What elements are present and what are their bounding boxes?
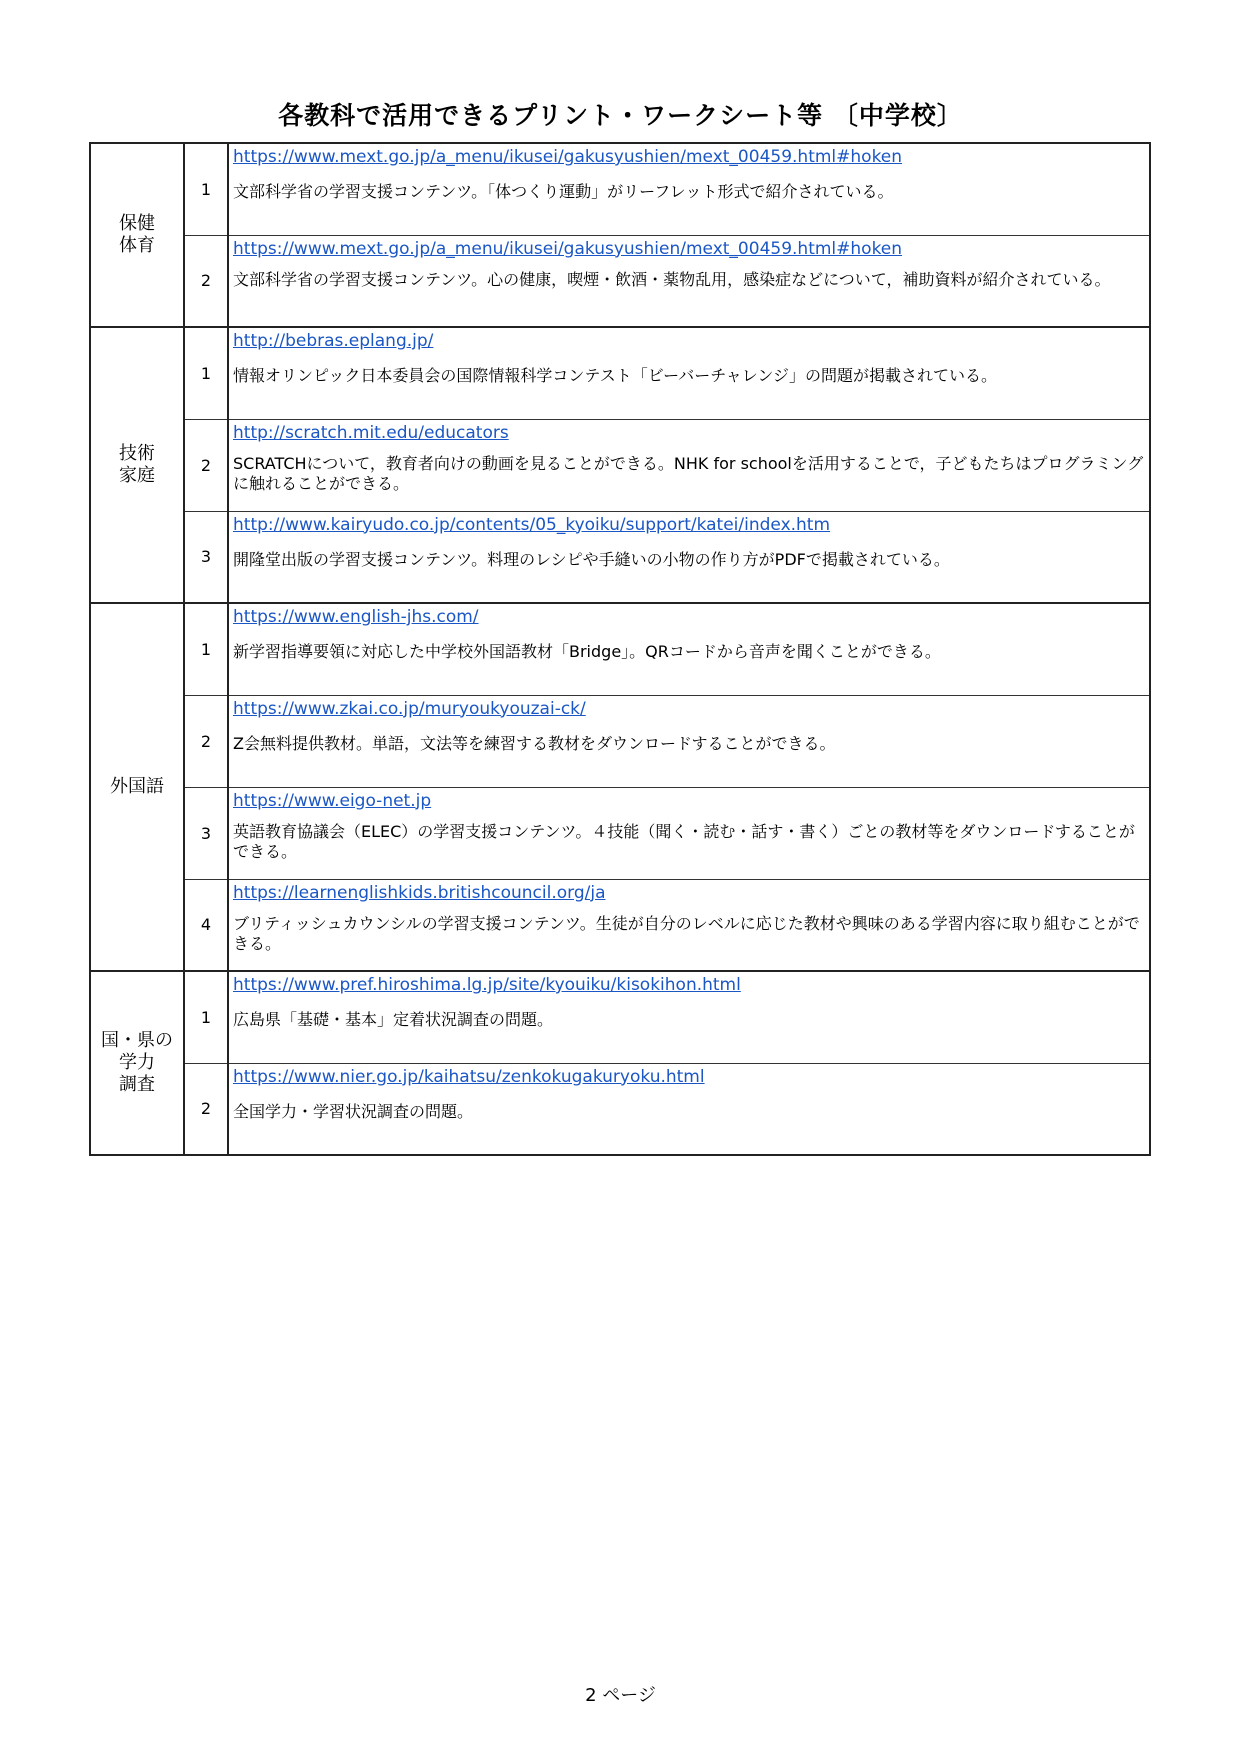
table-row	[90, 511, 1150, 603]
resource-description: 開隆堂出版の学習支援コンテンツ。料理のレシピや手縫いの小物の作り方がPDFで掲載されている。	[233, 549, 950, 569]
resource-content-cell	[228, 603, 1150, 695]
resource-link[interactable]: https://www.eigo-net.jp	[233, 790, 432, 811]
resource-content-cell	[228, 511, 1150, 603]
item-number: 2	[184, 235, 228, 327]
category-label: 国・県の 学力 調査	[101, 1030, 173, 1095]
table-row	[90, 695, 1150, 787]
table-row	[90, 419, 1150, 511]
table-row	[90, 787, 1150, 879]
table-row	[90, 143, 1150, 235]
resource-link[interactable]: https://www.nier.go.jp/kaihatsu/zenkokugakuryoku.html	[233, 1066, 705, 1087]
resource-description: 新学習指導要領に対応した中学校外国語教材「Bridge」。QRコードから音声を聞くことができる。	[233, 642, 941, 661]
resource-link[interactable]: https://www.english-jhs.com/	[233, 607, 479, 627]
category-cell-foreign-language	[90, 603, 184, 971]
category-cell-tech-home	[90, 327, 184, 603]
resource-content-cell	[228, 235, 1150, 327]
resource-content-cell	[228, 879, 1150, 971]
table-row	[90, 1063, 1150, 1155]
resource-content-cell	[228, 327, 1150, 419]
resource-link[interactable]: https://www.mext.go.jp/a_menu/ikusei/gakusyushien/mext_00459.html#hoken	[233, 238, 903, 259]
resource-description: 文部科学省の学習支援コンテンツ。「体つくり運動」がリーフレット形式で紹介されている。	[233, 182, 894, 201]
item-number: 2	[184, 695, 228, 787]
table-row	[90, 327, 1150, 419]
resource-content-cell	[228, 1063, 1150, 1155]
item-number: 1	[184, 143, 228, 235]
table-row	[90, 971, 1150, 1063]
resource-link[interactable]: http://scratch.mit.edu/educators	[233, 422, 509, 443]
item-number: 1	[184, 327, 228, 419]
resource-link[interactable]: https://learnenglishkids.britishcouncil.org/ja	[233, 882, 606, 903]
resource-table	[89, 142, 1151, 1156]
page-number: 2 ページ	[585, 1685, 656, 1706]
resource-description: SCRATCHについて，教育者向けの動画を見ることができる。NHK for schoolを活用することで，子どもたちはプログラミングに触れることができる。	[233, 453, 1144, 493]
resource-link[interactable]: http://bebras.eplang.jp/	[233, 331, 434, 351]
resource-content-cell	[228, 143, 1150, 235]
item-number: 2	[184, 1063, 228, 1155]
item-number: 4	[184, 879, 228, 971]
resource-description: 文部科学省の学習支援コンテンツ。心の健康，喫煙・飲酒・薬物乱用，感染症などについて，補助資料が紹介されている。	[233, 269, 1111, 289]
resource-link[interactable]: https://www.mext.go.jp/a_menu/ikusei/gakusyushien/mext_00459.html#hoken	[233, 147, 903, 167]
resource-content-cell	[228, 971, 1150, 1063]
category-cell-health-pe	[90, 143, 184, 327]
resource-link[interactable]: https://www.pref.hiroshima.lg.jp/site/kyouiku/kisokihon.html	[233, 975, 741, 995]
resource-description: 全国学力・学習状況調査の問題。	[233, 1101, 474, 1121]
resource-link[interactable]: http://www.kairyudo.co.jp/contents/05_kyoiku/support/katei/index.htm	[233, 514, 831, 535]
resource-link[interactable]: https://www.zkai.co.jp/muryoukyouzai-ck/	[233, 698, 586, 719]
resource-description: 英語教育協議会（ELEC）の学習支援コンテンツ。４技能（聞く・読む・話す・書く）ごとの教材等をダウンロードすることができる。	[233, 821, 1135, 861]
table-row	[90, 235, 1150, 327]
resource-content-cell	[228, 695, 1150, 787]
resource-content-cell	[228, 419, 1150, 511]
page-title: 各教科で活用できるプリント・ワークシート等 〔中学校〕	[278, 101, 963, 130]
category-cell-national-prefectural-survey	[90, 971, 184, 1155]
resource-description: 広島県「基礎・基本」定着状況調査の問題。	[233, 1010, 554, 1029]
item-number: 1	[184, 603, 228, 695]
resource-description: ブリティッシュカウンシルの学習支援コンテンツ。生徒が自分のレベルに応じた教材や興味のある学習内容に取り組むことができる。	[233, 913, 1140, 953]
category-label: 保健 体育	[119, 213, 155, 256]
resource-description: Z会無料提供教材。単語，文法等を練習する教材をダウンロードすることができる。	[233, 733, 836, 753]
category-label: 外国語	[110, 776, 164, 797]
resource-description: 情報オリンピック日本委員会の国際情報科学コンテスト「ビーバーチャレンジ」の問題が掲載されている。	[233, 366, 998, 385]
resource-content-cell	[228, 787, 1150, 879]
table-row	[90, 603, 1150, 695]
item-number: 3	[184, 511, 228, 603]
item-number: 2	[184, 419, 228, 511]
table-row	[90, 879, 1150, 971]
item-number: 1	[184, 971, 228, 1063]
category-label: 技術 家庭	[119, 443, 155, 486]
item-number: 3	[184, 787, 228, 879]
